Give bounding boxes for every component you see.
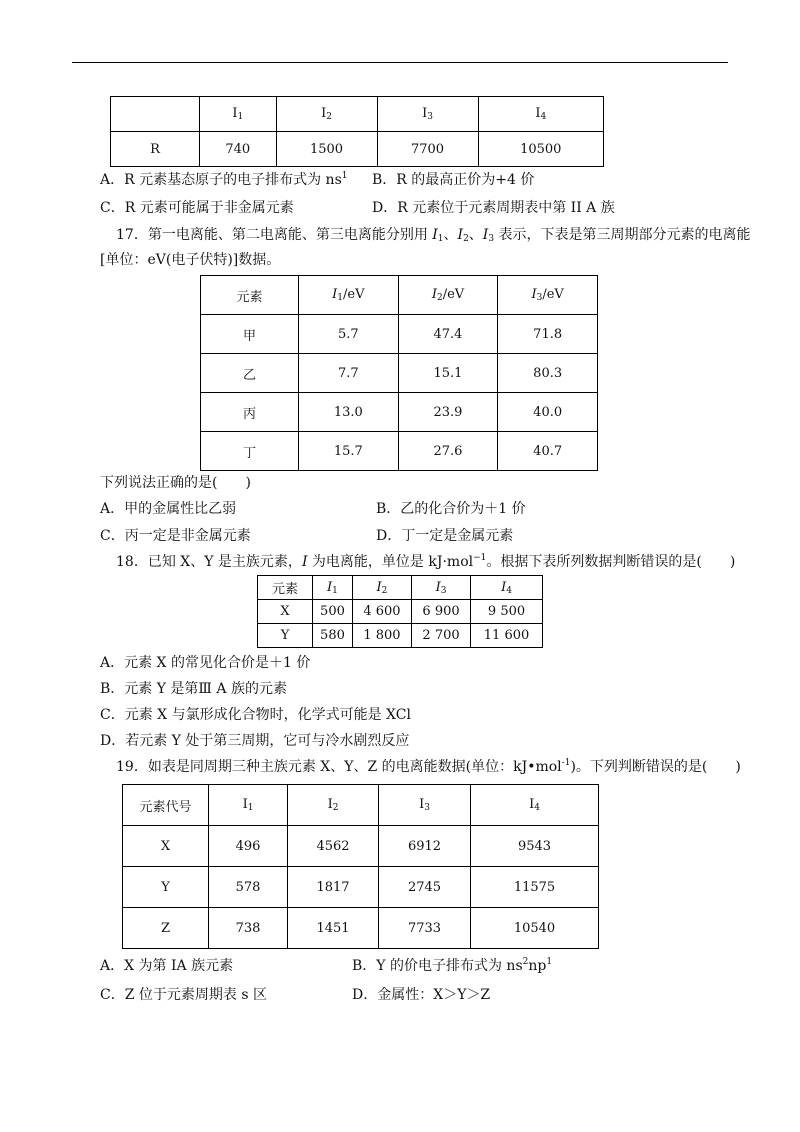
table-cell: R <box>111 132 200 167</box>
q17-option-b: B．乙的化合价为＋1 价 <box>376 501 526 517</box>
q18-option-c: C．元素 X 与氯形成化合物时，化学式可能是 XCl <box>100 707 411 723</box>
q16-option-c: C．R 元素可能属于非金属元素 <box>100 200 294 216</box>
q17-option-a: A．甲的金属性比乙弱 <box>100 501 237 517</box>
q16-option-b: B．R 的最高正价为+4 价 <box>372 172 535 188</box>
table-q19: 元素代号 $I_1$ $I_2$ $I_3$ $I_4$ X 496 4562 6912 9543 Y 578 1817 2745 11575 Z 738 1451 7733 10540 <box>122 784 599 949</box>
table-cell: 10500 <box>478 132 604 167</box>
table-ionization-r: $I_1$ $I_2$ $I_3$ $I_4$ R 740 1500 7700 10500 <box>110 96 604 167</box>
header-rule <box>72 62 728 63</box>
q16-option-d: D．R 元素位于元素周期表中第 II A 族 <box>372 200 615 216</box>
q17-question: 下列说法正确的是( ) <box>100 475 251 491</box>
q19-option-b: B．Y 的价电子排布式为 $ns^2np^1$ <box>352 957 553 974</box>
q19-option-a: A．X 为第 IA 族元素 <box>100 958 234 974</box>
q17-option-c: C．丙一定是非金属元素 <box>100 528 251 544</box>
q16-option-a: A．R 元素基态原子的电子排布式为 $ns^1$ <box>100 171 348 188</box>
table-q17: 元素 $I_1/eV$ $I_2/eV$ $I_3/eV$ 甲 5.7 47.4 71.8 乙 7.7 15.1 80.3 丙 13.0 23.9 40.0 丁 15.7 27.6 40.7 <box>200 275 598 471</box>
q19-option-d: D．金属性：X＞Y＞Z <box>352 987 491 1003</box>
table-cell: 1500 <box>276 132 377 167</box>
table-q18: 元素 $I_1$ $I_2$ $I_3$ $I_4$ X 500 4 600 6 900 9 500 Y 580 1 800 2 700 11 600 <box>257 575 543 648</box>
table-cell: 7700 <box>377 132 478 167</box>
q18-stem: 18．已知 X、Y 是主族元素，I 为电离能，单位是 kJ·mol$^{-1}$。根据下表所列数据判断错误的是( ) <box>116 553 736 570</box>
q19-stem: 19．如表是同周期三种主族元素 X、Y、Z 的电离能数据(单位：kJ•mol$^{-1}$)。下列判断错误的是( ) <box>116 758 741 775</box>
table-cell: 740 <box>200 132 277 167</box>
q17-stem-line1: 17．第一电离能、第二电离能、第三电离能分别用 $I_1$、$I_2$、$I_3$ 表示，下表是第三周期部分元素的电离能 <box>116 227 751 244</box>
q18-option-d: D．若元素 Y 处于第三周期，它可与冷水剧烈反应 <box>100 733 410 749</box>
q18-option-b: B．元素 Y 是第Ⅲ A 族的元素 <box>100 681 287 697</box>
q19-option-c: C．Z 位于元素周期表 s 区 <box>100 987 267 1003</box>
q17-stem-line2: [单位：eV(电子伏特)]数据。 <box>100 252 281 268</box>
q18-option-a: A．元素 X 的常见化合价是＋1 价 <box>100 655 311 671</box>
q17-option-d: D．丁一定是金属元素 <box>376 528 514 544</box>
